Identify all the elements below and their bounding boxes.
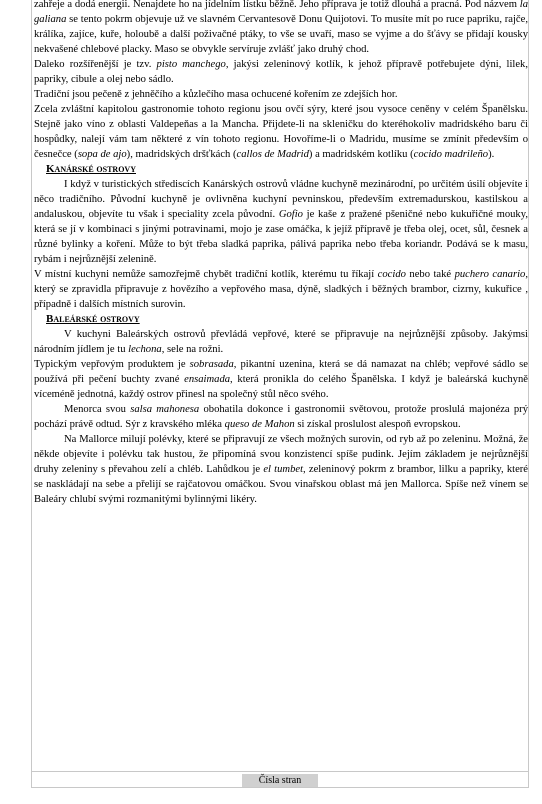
canary-paragraph-1 — [34, 177, 528, 267]
italic-term: el tumbet — [263, 464, 304, 475]
text-run: Tradiční jsou pečeně z jehněčího a kůzlečího masa ochucené kořením ze zdejších hor. — [34, 89, 398, 100]
italic-term: cocido madrileño — [413, 149, 489, 160]
balearic-paragraph-1 — [34, 327, 528, 357]
text-run: V místní kuchyni nemůže samozřejmě chybět tradiční kotlík, kterému tu říkají — [34, 269, 378, 280]
italic-term: queso de Mahon — [224, 419, 295, 430]
text-run: ). — [488, 149, 495, 160]
text-run: Menorca svou — [64, 404, 131, 415]
italic-term: sopa de ajo — [77, 149, 127, 160]
text-run: , zeleninový pokrm z brambor, lilku a papriky, které se naskládají na sebe a přelijí se rajčatovou omáčkou. Svou vinařskou oblast má jen Mallorca. Spíše než vínem se Baleáry chlubí svými rozmanitými bylinnými likéry. — [34, 464, 528, 505]
balearic-paragraph-4 — [34, 432, 528, 507]
text-run: , pikantní uzenina, která se dá namazat na chléb; vepřové sádlo se používá při pečení buchty zvané — [34, 359, 529, 385]
page-content — [34, 0, 528, 507]
section-balearic-islands — [34, 312, 528, 507]
text-run: , jakýsi zeleninový kotlík, k jehož přípravě potřebujete dýni, lilek, papriky, cibule a olej nebo sádlo. — [34, 59, 528, 85]
text-run: ), madridských dršťkách ( — [126, 149, 237, 160]
intro-paragraph-4 — [34, 102, 528, 162]
italic-term: Gofio — [278, 209, 303, 220]
text-run: obohatila dokonce i gastronomii světovou, protože proslulá majonéza prý pochází právě odtud. Sýr z kravského mléka — [34, 404, 528, 430]
text-run: je kaše z pražené pšeničné nebo kukuřičné mouky, která se jí v kombinaci s jinými potravinami, mojo je zase omáčka, k jejíž přípravě je třeba olej, ocet, sůl, česnek a různé bylinky a koření. Může to být třeba sladká paprika, pálivá paprika nebo třeba koriandr. Podává se k masu, rybám i nejrůznější zelenině. — [34, 209, 528, 265]
text-run: zahřeje a dodá energii. Nenajdete ho na jídelním lístku běžně. Jeho příprava je totiž dlouhá a pracná. Pod názvem — [34, 0, 520, 10]
italic-term: salsa mahonesa — [130, 404, 200, 415]
text-run: Zcela zvláštní kapitolou gastronomie tohoto regionu jsou ovčí sýry, které jsou vysoce ceněny v celém Španělsku. Stejně jako víno z oblasti Valdepeňas a la Mancha. Přijdete-li na skleničku do kteréhokoliv madridského baru či hospůdky, nalejí vám tam některé z vín tohoto regionu. Hovoříme-li o Madridu, musíme se zmínit především o česnečce ( — [34, 104, 528, 160]
intro-section — [34, 0, 528, 162]
text-run: se tento pokrm objevuje už ve slavném Cervantesově Donu Quijotovi. To musíte mít po ruce papriku, rajče, králíka, zajíce, kuře, holoubě a další poživačné ptáky, to vše se uvaří, maso se vyjme a do šťávy se přidají kousky nekvašené chlebové placky. Maso se obvykle servíruje zvlášť jako druhý chod. — [34, 14, 528, 55]
text-run: nebo také — [405, 269, 455, 280]
text-run: , která pronikla do celého Španělska. I když je baleárská kuchyně víceméně jednotná, každý ostrov přinesl na společný stůl něco svého. — [34, 374, 528, 400]
italic-term: puchero canario — [454, 269, 526, 280]
text-run: I když v turistických střediscích Kanárských ostrovů vládne kuchyně mezinárodní, po určitém úsilí objevíte i něco tradičního. Původní kuchyně je ovlivněna kuchyní pevninskou, především extremadurskou, kastilskou a andaluskou, objevíte tu však i speciality zcela původní. — [34, 179, 528, 220]
intro-paragraph-1 — [34, 0, 528, 57]
section-canary-islands — [34, 162, 528, 312]
italic-term: cocido — [377, 269, 406, 280]
italic-term: lechona — [128, 344, 162, 355]
text-run: si získal proslulost alespoň evropskou. — [294, 419, 461, 430]
text-run: Na Mallorce milují polévky, které se připravují ze všech možných surovin, od ryb až po zeleninu. Možná, že někde objevíte i polévku tak hustou, že připomíná svou konzistencí spíše pudink. Jejím základem je nejrůznější druhy zeleniny s převahou zelí a chléb. Lahůdkou je — [34, 434, 528, 475]
section-heading-canary: Kanárské ostrovy — [46, 163, 136, 175]
document-page — [31, 0, 529, 788]
text-run: ) a madridském kotlíku ( — [308, 149, 414, 160]
canary-paragraph-2 — [34, 267, 528, 312]
intro-paragraph-2 — [34, 57, 528, 87]
text-run: , sele na rožni. — [161, 344, 224, 355]
balearic-paragraph-3 — [34, 402, 528, 432]
intro-paragraph-3 — [34, 87, 528, 102]
italic-term: pisto manchego — [156, 59, 226, 70]
italic-term: ensaimada — [184, 374, 231, 385]
text-run: , který se zpravidla připravuje z hovězího a vepřového masa, dýně, sladkých i běžných brambor, cizrny, kukuřice , případně i dalších místních surovin. — [34, 269, 528, 310]
text-run: Daleko rozšířenější je tzv. — [34, 59, 157, 70]
footer-divider — [32, 771, 528, 772]
italic-term: callos de Madrid — [236, 149, 309, 160]
text-run: Typickým vepřovým produktem je — [34, 359, 190, 370]
balearic-paragraph-2 — [34, 357, 528, 402]
italic-term: sobrasada — [189, 359, 234, 370]
text-run: V kuchyni Baleárských ostrovů převládá vepřové, které se připravuje na nejrůznější způsoby. Jakýmsi národním jídlem je tu — [34, 329, 528, 355]
italic-term: la galiana — [34, 0, 528, 25]
page-number-field[interactable]: Čísla stran — [242, 774, 318, 787]
section-heading-balearic: Baleárské ostrovy — [46, 313, 140, 325]
